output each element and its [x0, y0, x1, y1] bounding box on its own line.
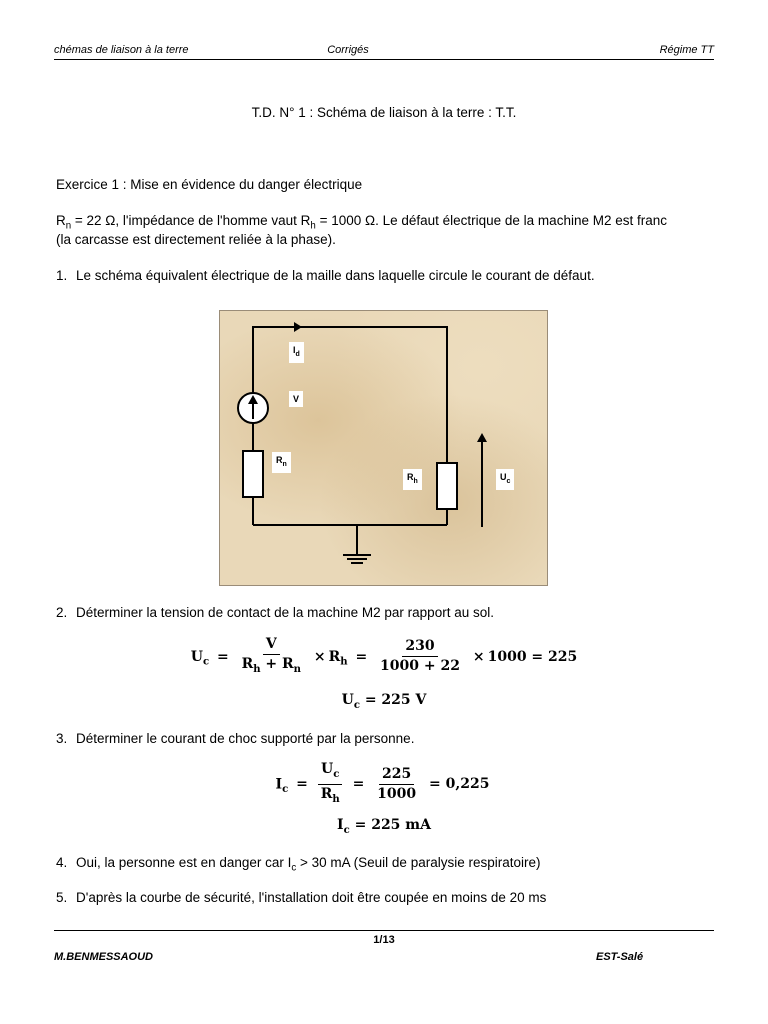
fraction-225: $\frac{225}{1000}$: [377, 765, 417, 802]
result-uc: $U_c = 225$ V: [341, 692, 427, 711]
resistor-rh-icon: [437, 463, 457, 509]
page-number: 1/13: [373, 934, 395, 946]
footer-school: EST-Salé: [596, 951, 644, 963]
footer-rule: [54, 930, 714, 931]
header-rule: [54, 59, 714, 60]
header-right: Régime TT: [659, 44, 714, 56]
fraction-230: $\frac{230}{1000 + 22}$: [380, 638, 460, 675]
intro-line-1: $R_n = 22$ Ω, l'impédance de l'homme vaut $R_h = 1000$ Ω. Le défaut électrique de la machine M2 est franc: [56, 213, 667, 232]
label-v: V: [289, 391, 303, 407]
intro-line-2: (la carcasse est directement reliée à la phase).: [56, 232, 336, 247]
equation-uc: $U_c$ = $\frac{V}{R_h + R_n}$ × $R_h$ = $\frac{230}{1000 + 22}$ × 1000 = 225: [190, 636, 578, 675]
label-id: $I_d$: [289, 342, 304, 363]
resistor-rn-icon: [243, 451, 263, 497]
result-ic: $I_c = 225$ mA: [337, 817, 431, 836]
page-title: T.D. N° 1 : Schéma de liaison à la terre : T.T.: [251, 105, 517, 120]
fraction-v-over-rh-rn: $\frac{V}{R_h + R_n}$: [241, 636, 301, 675]
label-rh: $R_h$: [403, 469, 422, 490]
current-arrow-icon: [294, 322, 302, 332]
circuit-svg: [220, 311, 547, 585]
equation-ic: $I_c$ = $\frac{U_c}{R_h}$ = $\frac{225}{1000}$ = 0,225: [275, 761, 490, 805]
footer-author: M.BENMESSAOUD: [54, 951, 154, 963]
fraction-uc-over-rh: $\frac{U_c}{R_h}$: [318, 762, 343, 807]
label-rn: $R_n$: [272, 452, 291, 473]
label-uc: $U_c$: [496, 469, 514, 490]
uc-arrow-head: [477, 433, 487, 442]
wire-top: [253, 327, 447, 463]
header-left: chémas de liaison à la terre: [54, 44, 189, 56]
exercise-heading: Exercice 1 : Mise en évidence du danger électrique: [56, 177, 363, 192]
header-center: Corrigés: [327, 44, 369, 56]
circuit-diagram: [219, 310, 548, 586]
